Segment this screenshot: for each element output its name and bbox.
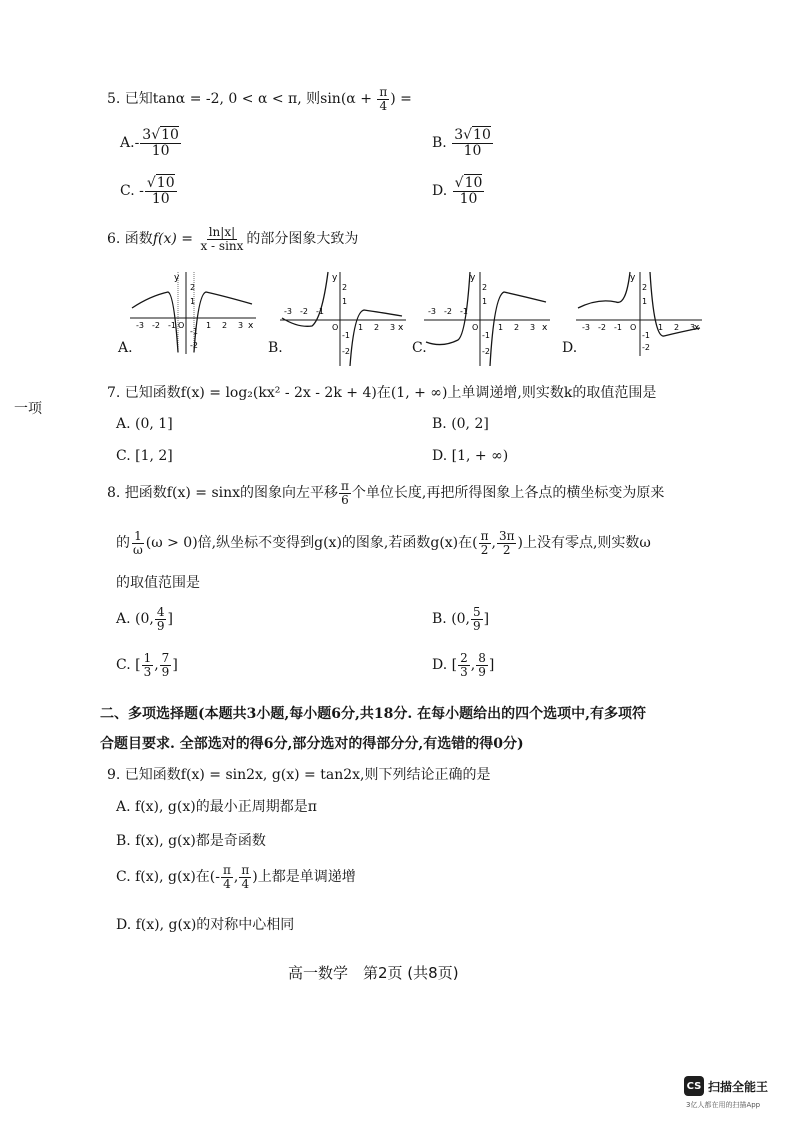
q6d-tick: -1 [614, 323, 622, 332]
q6d-tick: 1 [658, 323, 664, 332]
q6a-tick: 3 [238, 321, 244, 330]
q6c-tick: -1 [482, 331, 490, 340]
q9-option-a: A. f(x), g(x)的最小正周期都是π [116, 799, 317, 815]
q6c-tick: 1 [498, 323, 504, 332]
q8-line3: 的取值范围是 [116, 575, 200, 591]
q6a-tick: -2 [152, 321, 160, 330]
q6c-x-label: x [542, 323, 548, 333]
q6b-tick: 2 [342, 283, 348, 292]
q6a-x-label: x [248, 321, 254, 331]
q6c-tick: 3 [530, 323, 536, 332]
q6c-tick: -1 [460, 307, 468, 316]
q8-option-d: D. [ $\frac{2}{3}$ , $\frac{8}{9}$ ] [432, 651, 495, 679]
q6b-tick: -1 [316, 307, 324, 316]
watermark-name: 扫描全能王 [708, 1080, 769, 1094]
q9-option-d: D. f(x), g(x)的对称中心相同 [116, 917, 295, 933]
watermark-tagline: 3亿人都在用的扫描App [686, 1101, 761, 1109]
q7-stem: 7. 已知函数f(x) = log₂(kx² - 2x - 2k + 4)在(1, + ∞)上单调递增,则实数k的取值范围是 [107, 385, 657, 401]
q5-option-b: B. $\frac{3√10}{10}$ [432, 127, 491, 159]
q6d-x-label: x [694, 323, 700, 333]
q6a-y-label: y [174, 273, 180, 283]
section2-line1: 二、多项选择题(本题共3小题,每小题6分,共18分. 在每小题给出的四个选项中,有多项符 [100, 706, 646, 722]
q9-stem: 9. 已知函数f(x) = sin2x, g(x) = tan2x,则下列结论正确的是 [107, 767, 491, 783]
q6d-tick: 2 [642, 283, 648, 292]
q6b-tick: -3 [284, 307, 292, 316]
q6a-tick: 1 [190, 297, 196, 306]
q6a-tick: 2 [190, 283, 196, 292]
q6b-tick: 1 [342, 297, 348, 306]
q6-graph-b [278, 268, 408, 368]
q6-option-c-label: C. [412, 340, 427, 356]
q6b-y-label: y [332, 273, 338, 283]
q6-graph-c [422, 268, 552, 368]
q6c-tick: -2 [482, 347, 490, 356]
q6b-curve-left [282, 272, 328, 326]
q6b-tick: 2 [374, 323, 380, 332]
q6-stem: 6. 函数f(x) = $\frac{\ln|x|}{x - \sin x}$ 的部分图象大致为 [107, 225, 359, 253]
q6b-tick: 3 [390, 323, 396, 332]
q6d-tick: 2 [674, 323, 680, 332]
q9-option-b: B. f(x), g(x)都是奇函数 [116, 833, 266, 849]
q7-option-d: D. [1, + ∞) [432, 448, 509, 464]
q6-option-d-label: D. [562, 340, 578, 356]
q7-option-b: B. (0, 2] [432, 416, 489, 432]
q7-option-a: A. (0, 1] [116, 416, 173, 432]
q6d-origin: O [630, 323, 637, 332]
side-mark: 一项 [14, 401, 42, 417]
q6b-tick: -2 [300, 307, 308, 316]
q6b-curve-right [350, 310, 402, 366]
q6a-origin: O [178, 321, 185, 330]
q6-option-b-label: B. [268, 340, 283, 356]
q5-stem: 5. 已知tanα = -2, 0 < α < π, 则sin(α + $\frac{\pi}{4}$ ) = [107, 85, 412, 113]
q6d-tick: -3 [582, 323, 590, 332]
q8-option-b: B. (0, $\frac{5}{9}$ ] [432, 605, 490, 633]
q6b-tick: -2 [342, 347, 350, 356]
q8-line1: 8. 把函数f(x) = sinx的图象向左平移 $\frac{\pi}{6}$ 个单位长度,再把所得图象上各点的横坐标变为原来 [107, 479, 665, 507]
q6-graph-a [128, 268, 258, 356]
q6b-tick: 1 [358, 323, 364, 332]
q8-line2: 的 $\frac{1}{\omega}$ (ω > 0)倍,纵坐标不变得到g(x)的图象,若函数g(x)在( $\frac{\pi}{2}$ , $\frac{3\pi}{2}$ )上没有零点,则实数ω [116, 529, 651, 557]
q6c-origin: O [472, 323, 479, 332]
q6d-y-label: y [630, 273, 636, 283]
q6d-tick: -2 [598, 323, 606, 332]
q8-option-a: A. (0, $\frac{4}{9}$ ] [116, 605, 173, 633]
q6a-tick: -1 [168, 321, 176, 330]
q6d-tick: -1 [642, 331, 650, 340]
page-footer: 高一数学 第2页 (共8页) [288, 964, 459, 982]
q5-option-c: C. - $\frac{√10}{10}$ [120, 175, 175, 207]
q5-option-a: A.- $\frac{3√10}{10}$ [120, 127, 179, 159]
camscanner-logo-icon: CS [684, 1076, 704, 1096]
q6d-curve-left [578, 272, 630, 308]
q6a-tick: 1 [206, 321, 212, 330]
q6-option-a-label: A. [118, 340, 133, 356]
q6b-tick: -1 [342, 331, 350, 340]
q6c-tick: -3 [428, 307, 436, 316]
q6c-tick: 1 [482, 297, 488, 306]
q8-option-c: C. [ $\frac{1}{3}$ , $\frac{7}{9}$ ] [116, 651, 178, 679]
q7-option-c: C. [1, 2] [116, 448, 173, 464]
q6d-tick: 1 [642, 297, 648, 306]
q9-option-c: C. f(x), g(x)在(- $\frac{\pi}{4}$ , $\frac{\pi}{4}$ )上都是单调递增 [116, 863, 356, 891]
q6d-tick: -2 [642, 343, 650, 352]
q6a-tick: -1 [190, 327, 198, 336]
q5-option-d: D. $\frac{√10}{10}$ [432, 175, 483, 207]
q6c-tick: -2 [444, 307, 452, 316]
q6a-tick: -2 [190, 341, 198, 350]
q6c-tick: 2 [482, 283, 488, 292]
q6a-tick: -3 [136, 321, 144, 330]
q6c-tick: 2 [514, 323, 520, 332]
q6b-origin: O [332, 323, 339, 332]
q6a-tick: 2 [222, 321, 228, 330]
q6c-y-label: y [470, 273, 476, 283]
q6d-tick: 3 [690, 323, 696, 332]
section2-line2: 合题目要求. 全部选对的得6分,部分选对的得部分分,有选错的得0分) [100, 736, 524, 752]
q6-graph-d [574, 268, 704, 358]
q6b-x-label: x [398, 323, 404, 333]
